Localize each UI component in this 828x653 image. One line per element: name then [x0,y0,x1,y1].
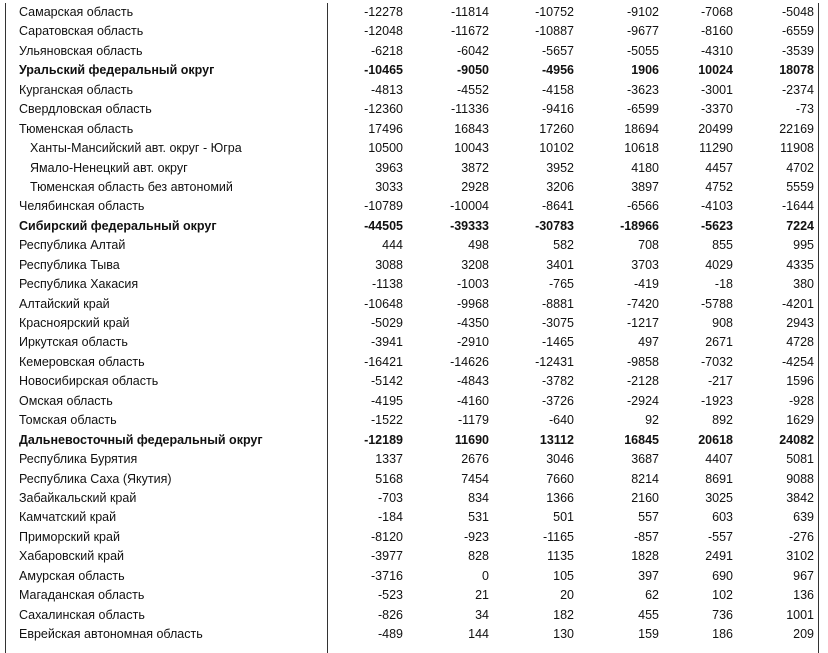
table-row [0,197,828,216]
value-cell: -5623 [701,218,733,233]
table-row [0,22,828,41]
value-cell: -6218 [371,43,403,58]
value-cell: 498 [468,238,489,253]
table-row [0,625,828,644]
value-cell: -11672 [451,24,489,39]
value-cell: -523 [377,588,403,603]
value-cell: -4254 [782,354,814,369]
value-cell: -3941 [371,335,403,350]
value-cell: 3963 [375,160,403,175]
value-cell: 8214 [631,471,659,486]
value-cell: 5168 [375,471,403,486]
value-cell: 3401 [546,257,574,272]
region-name: Сахалинская область [19,607,145,622]
table-row [0,333,828,352]
region-name: Тюменская область [19,121,134,136]
value-cell: -7032 [701,354,733,369]
value-cell: 3687 [631,452,659,467]
value-cell: -5657 [542,43,574,58]
value-cell: -3782 [542,374,574,389]
value-cell: -9858 [627,354,659,369]
table-row [0,275,828,294]
value-cell: 497 [638,335,659,350]
value-cell: 690 [712,568,733,583]
value-cell: 3208 [461,257,489,272]
value-cell: 3703 [631,257,659,272]
value-cell: -10004 [450,199,489,214]
value-cell: 1337 [375,452,403,467]
value-cell: -6559 [782,24,814,39]
value-cell: -276 [788,529,814,544]
region-name: Алтайский край [19,296,110,311]
value-cell: -11814 [451,5,489,19]
value-cell: 105 [553,568,574,583]
region-name: Приморский край [19,529,120,544]
value-cell: -3075 [542,316,574,330]
region-name: Кемеровская область [19,354,145,369]
value-cell: -3623 [627,82,659,97]
value-cell: -4103 [701,199,733,214]
value-cell: -10789 [364,199,403,214]
value-cell: 9088 [786,471,814,486]
table-row [0,567,828,586]
value-cell: 62 [645,588,659,603]
region-name: Республика Алтай [19,238,126,253]
value-cell: -8160 [701,24,733,39]
table-row [0,81,828,100]
value-cell: -16421 [364,354,403,369]
value-cell: 828 [468,549,489,564]
value-cell: 18694 [624,121,659,136]
value-cell: -6566 [627,199,659,214]
value-cell: -765 [548,277,574,292]
data-table [0,3,828,644]
value-cell: 34 [475,607,489,622]
region-name: Уральский федеральный округ [19,63,215,78]
table-row [0,353,828,372]
value-cell: -12048 [364,24,403,39]
region-name: Республика Бурятия [19,452,138,467]
value-cell: 4180 [631,160,659,175]
value-cell: -5029 [371,316,403,330]
value-cell: 834 [468,490,489,505]
value-cell: 186 [712,627,733,641]
region-name: Челябинская область [19,199,145,214]
value-cell: -5048 [782,5,814,19]
table-row [0,139,828,158]
region-name: Тюменская область без автономий [30,179,233,194]
value-cell: 603 [712,510,733,525]
value-cell: -3001 [701,82,733,97]
value-cell: -12360 [364,102,403,117]
value-cell: 1366 [546,490,574,505]
value-cell: 444 [382,238,403,253]
table-row [0,178,828,197]
table-row [0,100,828,119]
value-cell: 380 [793,277,814,292]
value-cell: 2943 [786,316,814,330]
table-row [0,372,828,391]
value-cell: 4728 [786,335,814,350]
region-name: Ульяновская область [19,43,143,58]
value-cell: -217 [707,374,733,389]
value-cell: 7224 [786,218,814,233]
value-cell: -18966 [620,218,659,233]
value-cell: -557 [707,529,733,544]
value-cell: 3088 [375,257,403,272]
value-cell: 7660 [546,471,574,486]
value-cell: 20 [560,588,574,603]
region-name: Новосибирская область [19,374,159,389]
region-name: Амурская область [19,568,125,583]
table-row [0,256,828,275]
value-cell: 10500 [368,141,403,156]
value-cell: 18078 [779,63,814,78]
value-cell: 2671 [705,335,733,350]
value-cell: 3046 [546,452,574,467]
value-cell: -4195 [371,393,403,408]
value-cell: -4552 [457,82,489,97]
value-cell: 8691 [705,471,733,486]
value-cell: 130 [553,627,574,641]
value-cell: -6599 [627,102,659,117]
value-cell: -10648 [364,296,403,311]
value-cell: 16843 [454,121,489,136]
value-cell: -184 [377,510,403,525]
value-cell: -1217 [627,316,659,330]
value-cell: -5788 [701,296,733,311]
table-row [0,411,828,430]
table-row [0,450,828,469]
region-name: Самарская область [19,5,134,19]
value-cell: 11908 [780,141,814,156]
value-cell: 144 [468,627,489,641]
table-row [0,120,828,139]
value-cell: 995 [793,238,814,253]
value-cell: 24082 [779,432,814,447]
region-name: Дальневосточный федеральный округ [19,432,263,447]
value-cell: -30783 [535,218,574,233]
value-cell: 892 [712,413,733,428]
region-name: Иркутская область [19,335,128,350]
value-cell: 209 [793,627,814,641]
value-cell: 3842 [786,490,814,505]
value-cell: -1138 [371,277,403,292]
value-cell: -2128 [627,374,659,389]
table-row [0,61,828,80]
value-cell: -4813 [371,82,403,97]
value-cell: -923 [463,529,489,544]
value-cell: 708 [638,238,659,253]
value-cell: -7068 [701,5,733,19]
value-cell: 17260 [539,121,574,136]
value-cell: 5559 [786,179,814,194]
region-name: Омская область [19,393,113,408]
value-cell: -3977 [371,549,403,564]
value-cell: -3370 [701,102,733,117]
value-cell: 0 [482,568,489,583]
table-row [0,295,828,314]
table-row [0,528,828,547]
value-cell: 1828 [631,549,659,564]
region-name: Ханты-Мансийский авт. округ - Югра [30,141,242,156]
value-cell: 455 [638,607,659,622]
value-cell: -4350 [457,316,489,330]
value-cell: 908 [712,316,733,330]
value-cell: 2676 [461,452,489,467]
region-name: Сибирский федеральный округ [19,218,217,233]
value-cell: 159 [638,627,659,641]
value-cell: 11290 [699,141,733,156]
value-cell: -4310 [701,43,733,58]
region-name: Томская область [19,413,117,428]
value-cell: -1179 [457,413,489,428]
region-name: Республика Хакасия [19,277,139,292]
region-name: Республика Тыва [19,257,120,272]
value-cell: 639 [793,510,814,525]
table-row [0,3,828,22]
table-row [0,547,828,566]
value-cell: 4702 [786,160,814,175]
value-cell: 3102 [786,549,814,564]
value-cell: -8881 [542,296,574,311]
value-cell: -5142 [371,374,403,389]
value-cell: -39333 [450,218,489,233]
region-name: Камчатский край [19,510,117,525]
value-cell: -10465 [364,63,403,78]
table-row [0,508,828,527]
value-cell: 501 [553,510,574,525]
table-row [0,314,828,333]
value-cell: 2160 [631,490,659,505]
value-cell: 1906 [631,63,659,78]
value-cell: 2928 [461,179,489,194]
table-row [0,606,828,625]
value-cell: 1001 [786,607,814,622]
value-cell: -857 [633,529,659,544]
value-cell: -1644 [782,199,814,214]
region-name: Хабаровский край [19,549,125,564]
value-cell: -640 [548,413,574,428]
value-cell: 582 [553,238,574,253]
value-cell: 20499 [698,121,733,136]
value-cell: -8641 [542,199,574,214]
value-cell: 10618 [624,141,659,156]
value-cell: 13112 [539,432,574,447]
value-cell: 20618 [698,432,733,447]
value-cell: 3033 [375,179,403,194]
value-cell: 136 [793,588,814,603]
value-cell: -6042 [457,43,489,58]
region-name: Магаданская область [19,588,145,603]
value-cell: -12278 [364,5,403,19]
table-row [0,159,828,178]
value-cell: -18 [714,277,733,292]
value-cell: -11336 [451,102,489,117]
value-cell: -4160 [457,393,489,408]
value-cell: 182 [553,607,574,622]
value-cell: -4843 [457,374,489,389]
table-row [0,42,828,61]
table-row [0,470,828,489]
value-cell: -9102 [627,5,659,19]
value-cell: -1522 [371,413,403,428]
region-name: Ямало-Ненецкий авт. округ [30,160,188,175]
value-cell: -3716 [371,568,403,583]
value-cell: -3726 [542,393,574,408]
value-cell: -73 [795,102,814,117]
value-cell: 4335 [786,257,814,272]
value-cell: 397 [638,568,659,583]
region-name: Еврейская автономная область [19,627,203,641]
region-name: Курганская область [19,82,133,97]
value-cell: -8120 [371,529,403,544]
value-cell: 3897 [631,179,659,194]
value-cell: 2491 [705,549,733,564]
value-cell: 10024 [698,63,733,78]
value-cell: -1923 [701,393,733,408]
value-cell: -928 [788,393,814,408]
value-cell: -7420 [627,296,659,311]
value-cell: 92 [645,413,659,428]
value-cell: 4029 [705,257,733,272]
value-cell: 3952 [546,160,574,175]
value-cell: 10043 [454,141,489,156]
value-cell: 7454 [461,471,489,486]
table-row [0,236,828,255]
value-cell: 16845 [624,432,659,447]
value-cell: 10102 [539,141,574,156]
value-cell: 11690 [454,432,489,447]
value-cell: -4201 [782,296,814,311]
region-name: Красноярский край [19,316,130,330]
value-cell: 1629 [786,413,814,428]
table-row [0,489,828,508]
table-row [0,217,828,236]
value-cell: 17496 [368,121,403,136]
value-cell: 967 [793,568,814,583]
value-cell: 3872 [461,160,489,175]
value-cell: -44505 [364,218,403,233]
value-cell: -10752 [535,5,574,19]
value-cell: 3206 [546,179,574,194]
value-cell: -419 [633,277,659,292]
value-cell: -9677 [627,24,659,39]
region-name: Республика Саха (Якутия) [19,471,172,486]
value-cell: 4457 [705,160,733,175]
value-cell: -10887 [535,24,574,39]
value-cell: 21 [475,588,489,603]
value-cell: -4956 [542,63,574,78]
value-cell: -1003 [457,277,489,292]
value-cell: -1165 [542,529,574,544]
value-cell: -12431 [535,354,574,369]
value-cell: 4752 [705,179,733,194]
value-cell: 1596 [786,374,814,389]
table-row [0,431,828,450]
region-name: Свердловская область [19,102,152,117]
value-cell: -12189 [364,432,403,447]
value-cell: 3025 [705,490,733,505]
table-row [0,392,828,411]
table-row [0,586,828,605]
value-cell: 736 [712,607,733,622]
value-cell: -9968 [457,296,489,311]
value-cell: -2910 [457,335,489,350]
value-cell: -2374 [782,82,814,97]
value-cell: 22169 [779,121,814,136]
value-cell: -489 [377,627,403,641]
value-cell: -14626 [450,354,489,369]
value-cell: -5055 [627,43,659,58]
table-body [0,3,828,644]
region-name: Забайкальский край [19,490,137,505]
value-cell: -4158 [542,82,574,97]
value-cell: 4407 [705,452,733,467]
value-cell: -703 [377,490,403,505]
value-cell: 1135 [547,549,574,564]
value-cell: 102 [712,588,733,603]
value-cell: 557 [638,510,659,525]
value-cell: -9416 [542,102,574,117]
value-cell: 531 [468,510,489,525]
value-cell: 5081 [786,452,814,467]
value-cell: -1465 [542,335,574,350]
region-name: Саратовская область [19,24,144,39]
value-cell: 855 [712,238,733,253]
value-cell: -2924 [627,393,659,408]
value-cell: -9050 [457,63,489,78]
value-cell: -3539 [782,43,814,58]
value-cell: -826 [377,607,403,622]
